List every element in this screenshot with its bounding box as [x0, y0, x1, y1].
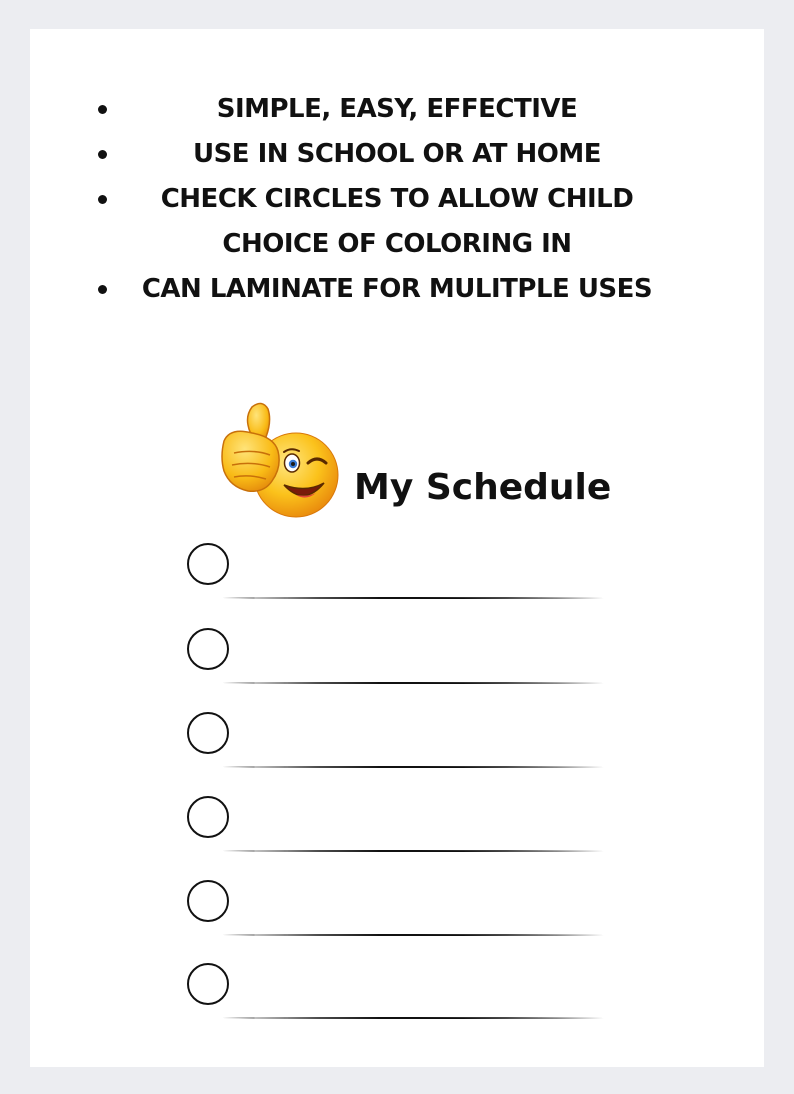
bullet-item — [30, 87, 764, 132]
check-circle[interactable] — [187, 796, 229, 838]
bullet-text: SIMPLE, EASY, EFFECTIVE — [216, 94, 578, 124]
bullet-text-continued: CHOICE OF COLORING IN — [222, 229, 572, 259]
schedule-row — [30, 792, 764, 862]
bullet-dot — [98, 285, 107, 294]
write-in-line[interactable] — [222, 849, 604, 853]
write-in-line[interactable] — [222, 681, 604, 685]
bullet-text: CAN LAMINATE FOR MULITPLE USES — [141, 274, 653, 304]
check-circle[interactable] — [187, 963, 229, 1005]
write-in-line[interactable] — [222, 933, 604, 937]
thumbs-up-winking-emoji-icon — [216, 397, 344, 523]
check-circle[interactable] — [187, 712, 229, 754]
bullet-dot — [98, 150, 107, 159]
bullet-item — [30, 177, 764, 267]
bullet-item — [30, 132, 764, 177]
check-circle[interactable] — [187, 880, 229, 922]
schedule-title: My Schedule — [354, 467, 612, 508]
write-in-line[interactable] — [222, 1016, 604, 1020]
bullet-item — [30, 267, 764, 312]
feature-bullet-list — [30, 87, 764, 312]
bullet-dot — [98, 195, 107, 204]
write-in-line[interactable] — [222, 596, 604, 600]
bullet-text: USE IN SCHOOL OR AT HOME — [192, 139, 602, 169]
schedule-row — [30, 539, 764, 609]
schedule-row — [30, 708, 764, 778]
bullet-dot — [98, 105, 107, 114]
schedule-row — [30, 959, 764, 1029]
worksheet-page — [30, 29, 764, 1067]
write-in-line[interactable] — [222, 765, 604, 769]
schedule-row — [30, 876, 764, 946]
schedule-row — [30, 624, 764, 694]
check-circle[interactable] — [187, 543, 229, 585]
schedule-header — [30, 397, 764, 523]
check-circle[interactable] — [187, 628, 229, 670]
bullet-text: CHECK CIRCLES TO ALLOW CHILD — [160, 184, 634, 214]
